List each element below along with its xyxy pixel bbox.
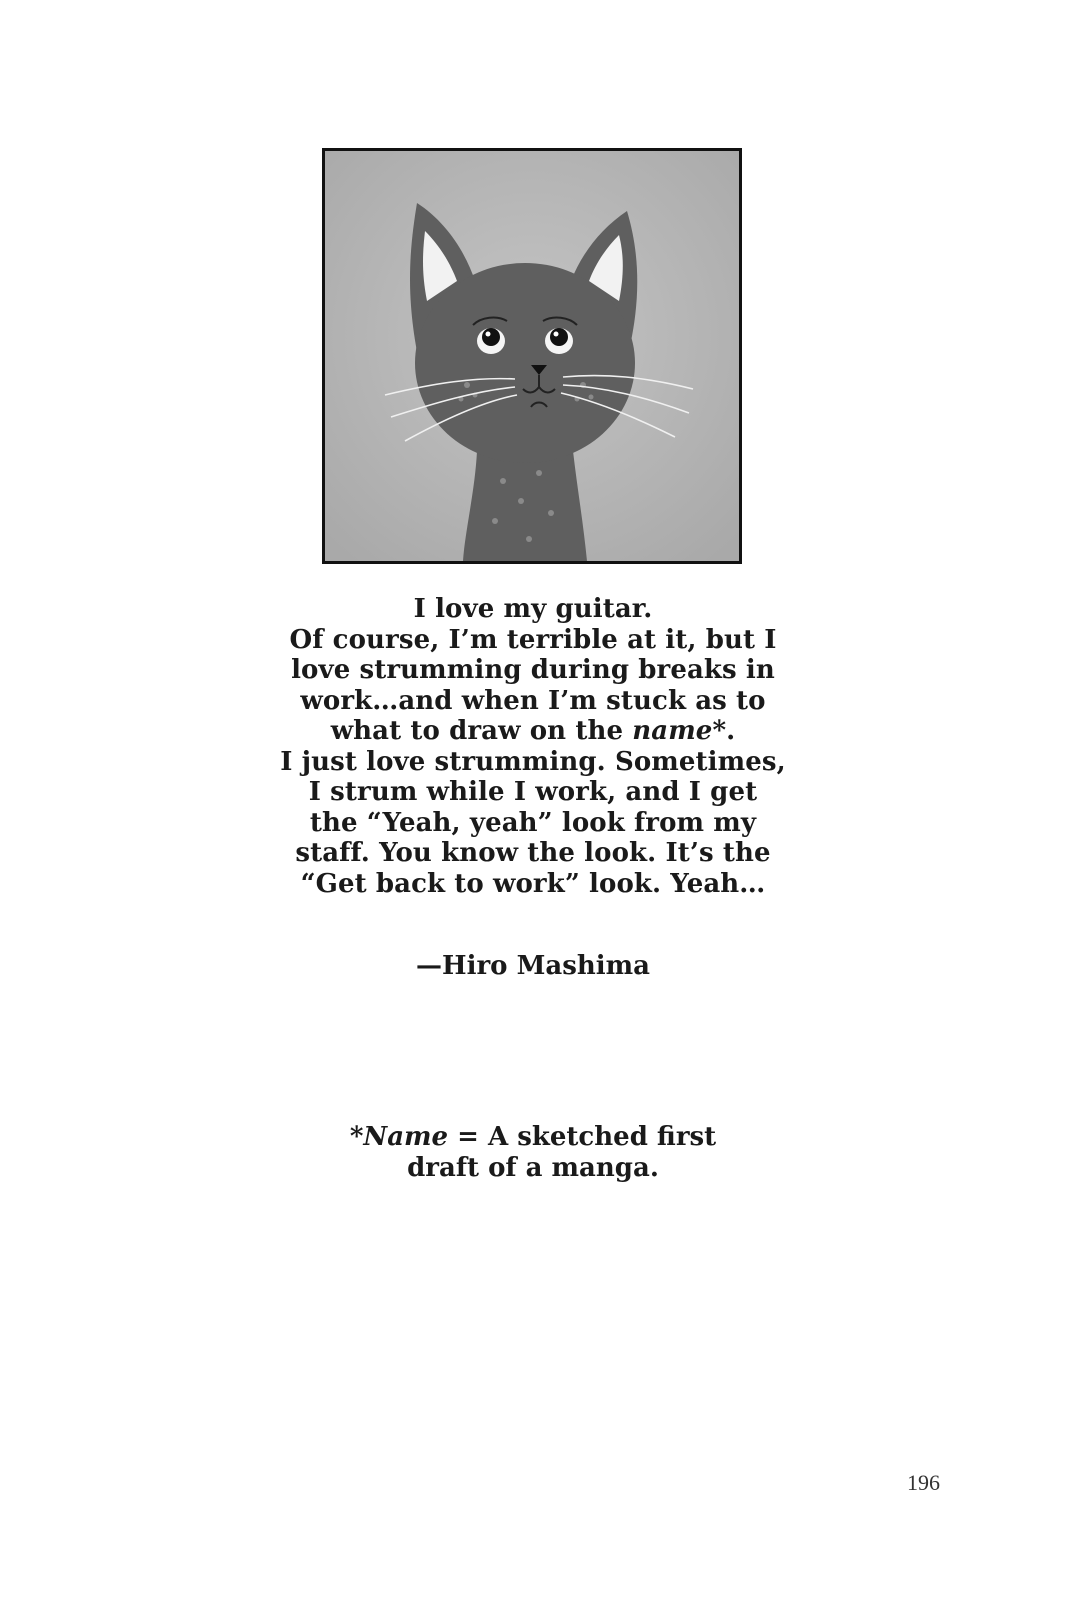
message-line: I strum while I work, and I get	[308, 777, 758, 807]
message-text: what to draw on the	[330, 716, 633, 746]
page-number: 196	[907, 1470, 940, 1495]
message-line	[233, 716, 833, 747]
footnote-term: Name	[363, 1122, 449, 1152]
message-line: staff. You know the look. It’s the	[295, 838, 771, 868]
message-line: love strumming during breaks in	[291, 655, 775, 685]
author-message	[233, 594, 833, 899]
message-line: work…and when I’m stuck as to	[300, 685, 766, 716]
cat-portrait-icon	[325, 151, 739, 561]
message-line: the “Yeah, yeah” look from my	[309, 807, 757, 838]
author-signature: —Hiro Mashima	[416, 951, 650, 981]
cat-illustration	[322, 148, 742, 564]
message-line: Of course, I’m terrible at it, but I	[289, 624, 777, 655]
footnote-line	[233, 1122, 833, 1153]
footnote-marker: *	[349, 1122, 364, 1152]
term-suffix: *.	[712, 716, 736, 746]
footnote-line: draft of a manga.	[407, 1153, 659, 1183]
message-line: I just love strumming. Sometimes,	[280, 746, 786, 777]
message-line: “Get back to work” look. Yeah…	[300, 868, 766, 899]
italic-term: name	[632, 716, 713, 746]
footnote-definition: = A sketched first	[448, 1122, 717, 1152]
message-line: I love my guitar.	[413, 594, 653, 624]
footnote	[233, 1122, 833, 1184]
